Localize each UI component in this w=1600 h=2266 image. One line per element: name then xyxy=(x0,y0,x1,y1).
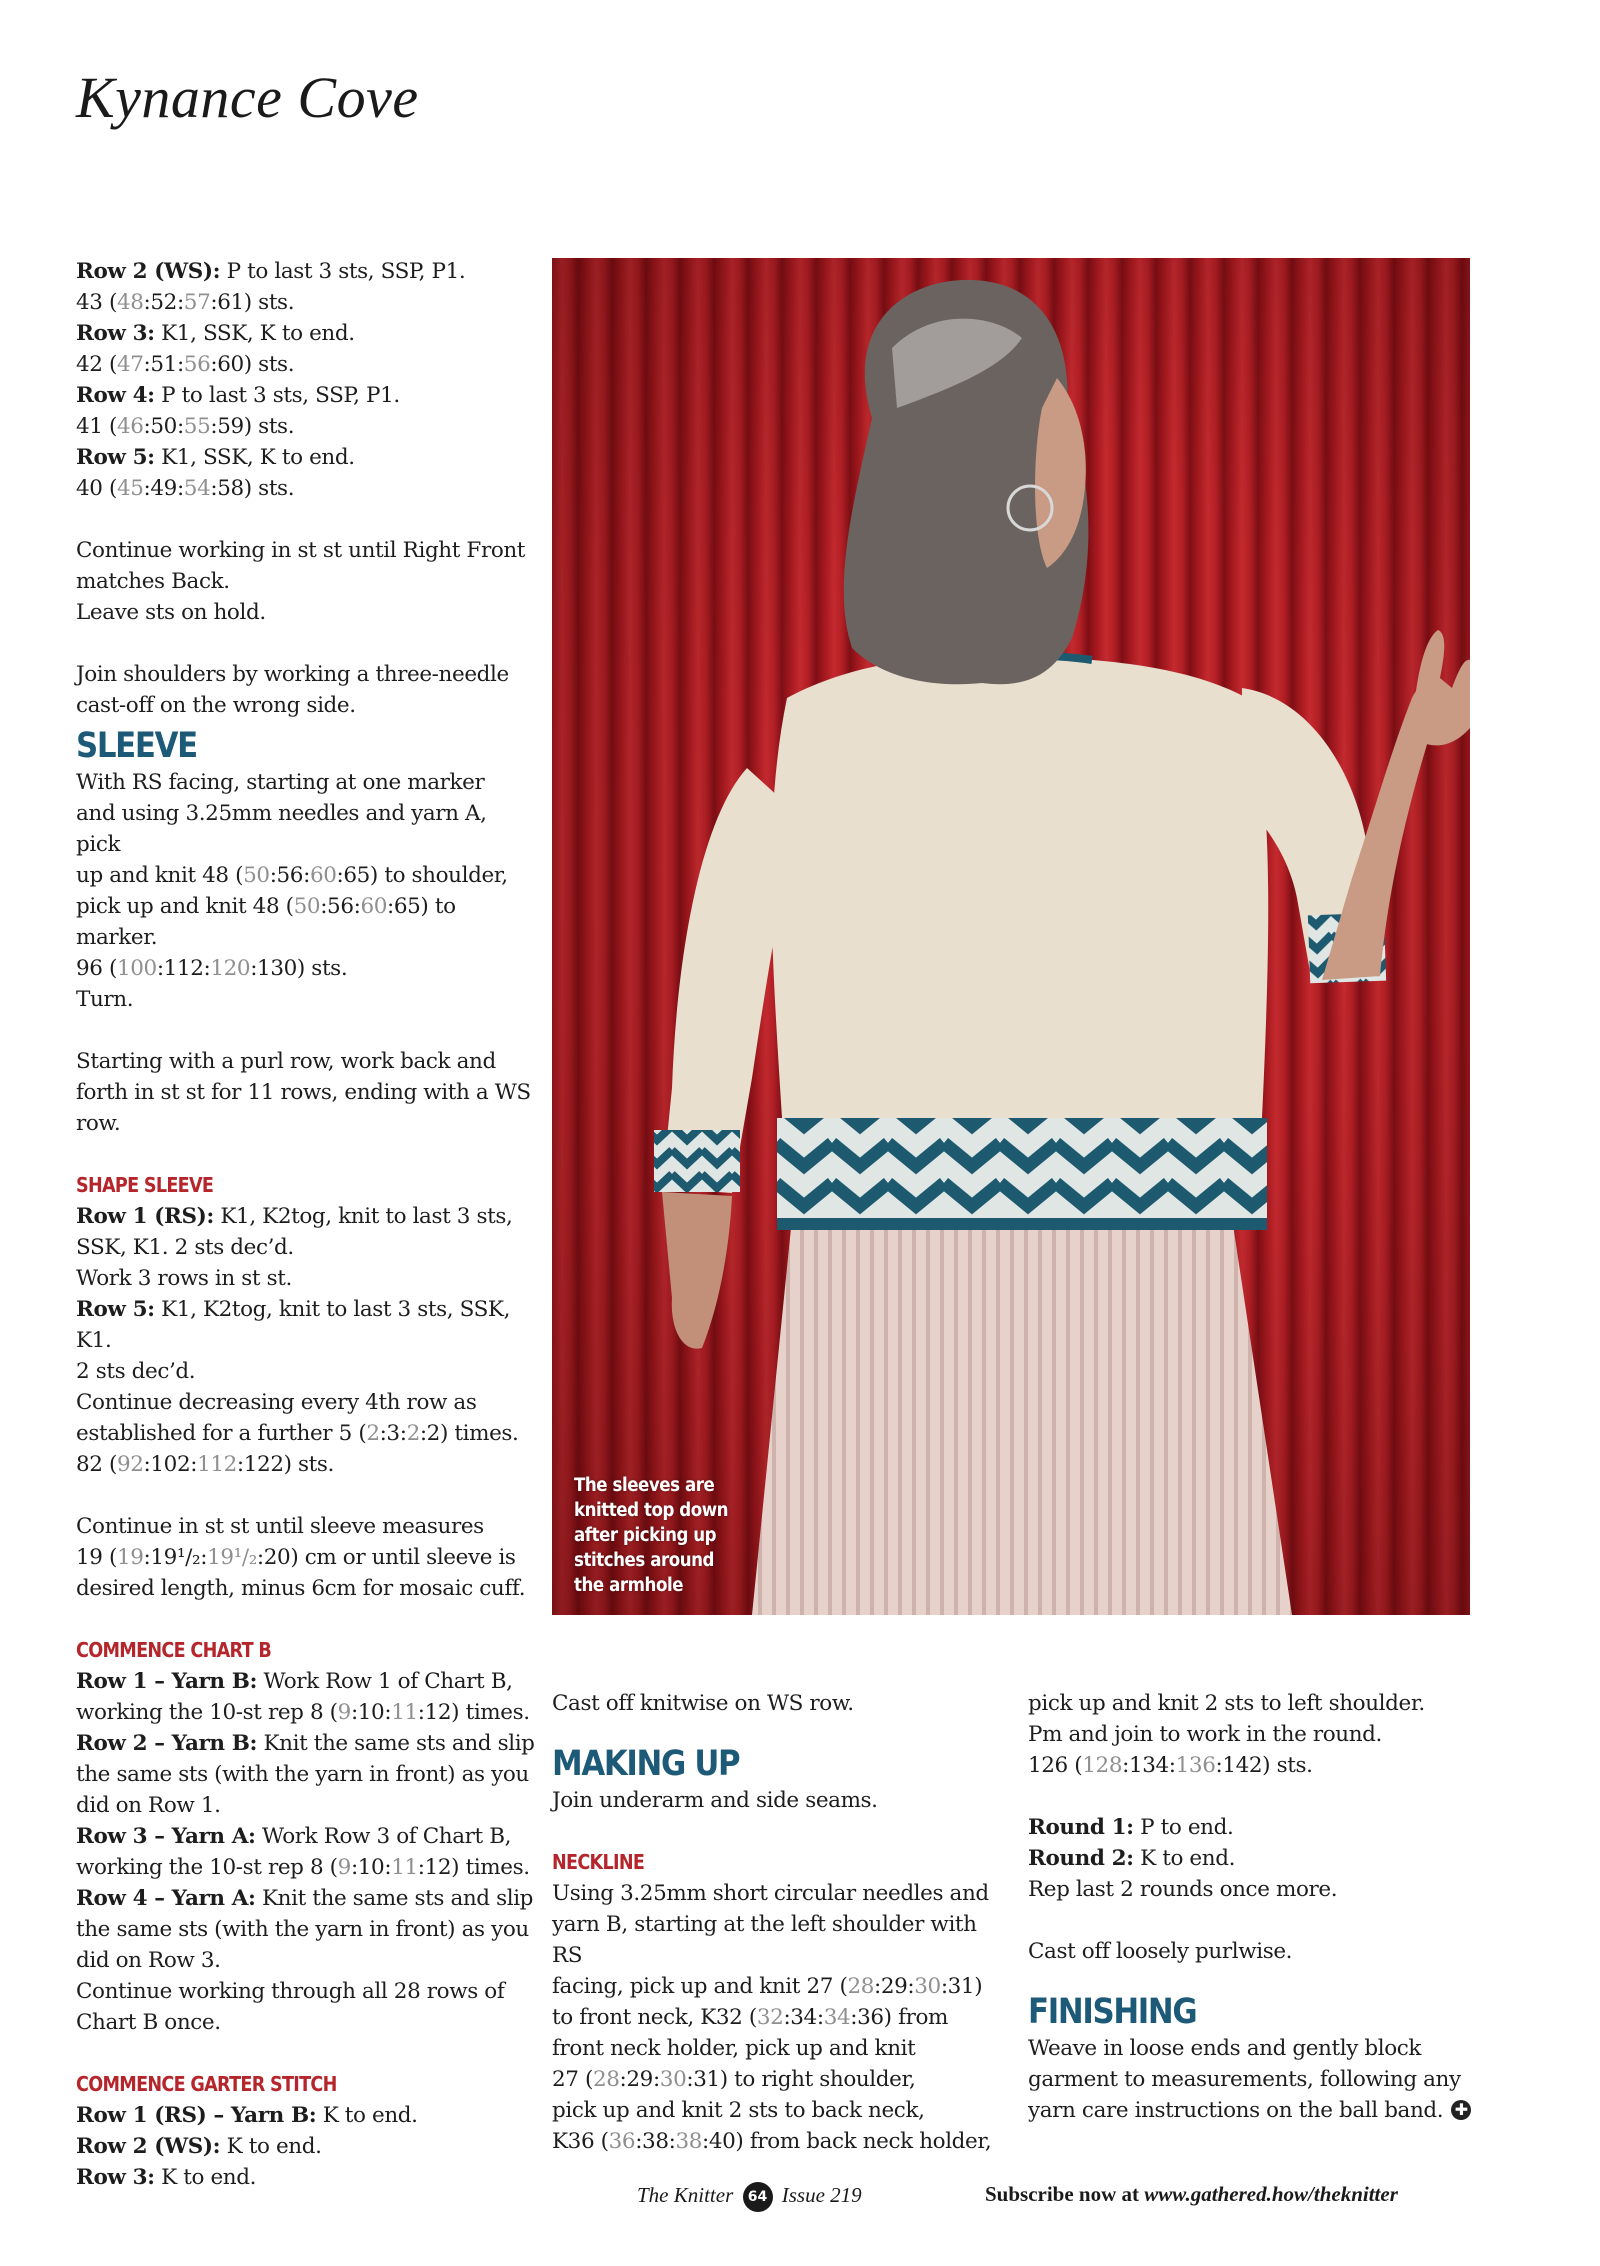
paragraph-line: did on Row 3. xyxy=(76,1948,221,1973)
pattern-column-1 xyxy=(76,256,536,2193)
paragraph-line: cast-off on the wrong side. xyxy=(76,693,356,718)
instruction-line: Row 3: K1, SSK, K to end. xyxy=(76,321,355,346)
paragraph-line: garment to measurements, following any xyxy=(1028,2067,1461,2092)
paragraph-line: the same sts (with the yarn in front) as you xyxy=(76,1917,529,1942)
cardigan-garter-edge xyxy=(777,1218,1267,1230)
magazine-name: The Knitter xyxy=(637,2182,734,2207)
paragraph-line: K36 (36:38:38:40) from back neck holder, xyxy=(552,2129,992,2154)
paragraph-line: Continue working in st st until Right Front xyxy=(76,538,526,563)
instruction-line: Row 3 – Yarn A: Work Row 3 of Chart B, xyxy=(76,1824,512,1849)
paragraph-line: Cast off loosely purlwise. xyxy=(1028,1939,1293,1964)
paragraph-line: did on Row 1. xyxy=(76,1793,221,1818)
paragraph-line: Using 3.25mm short circular needles and xyxy=(552,1881,989,1906)
section-heading-making-up: MAKING UP xyxy=(552,1744,740,1784)
paragraph-line: forth in st st for 11 rows, ending with a WS xyxy=(76,1080,531,1105)
paragraph-line: the same sts (with the yarn in front) as you xyxy=(76,1762,529,1787)
section-heading-sleeve: SLEEVE xyxy=(76,726,197,766)
pattern-column-3 xyxy=(1028,1688,1488,2126)
paragraph-line: 2 sts dec’d. xyxy=(76,1359,196,1384)
stitch-count: 40 (45:49:54:58) sts. xyxy=(76,476,295,501)
section-heading-finishing: FINISHING xyxy=(1028,1992,1197,2032)
subscribe-link[interactable]: www.gathered.how/theknitter xyxy=(1144,2182,1398,2206)
paragraph-line: working the 10-st rep 8 (9:10:11:12) times. xyxy=(76,1700,530,1725)
stitch-count: 42 (47:51:56:60) sts. xyxy=(76,352,295,377)
model-illustration xyxy=(552,258,1470,1615)
instruction-line: Row 2 (WS): P to last 3 sts, SSP, P1. xyxy=(76,259,466,284)
instruction-line: Row 5: K1, SSK, K to end. xyxy=(76,445,355,470)
footer-magazine xyxy=(637,2182,862,2212)
subheading-neckline: NECKLINE xyxy=(552,1850,645,1874)
instruction-line: Row 3: K to end. xyxy=(76,2165,257,2190)
paragraph-line: Pm and join to work in the round. xyxy=(1028,1722,1382,1747)
paragraph-line: working the 10-st rep 8 (9:10:11:12) times. xyxy=(76,1855,530,1880)
left-sleeve-cuff xyxy=(654,1130,740,1192)
paragraph-line: Join shoulders by working a three-needle xyxy=(76,662,509,687)
paragraph-line: facing, pick up and knit 27 (28:29:30:31) xyxy=(552,1974,983,1999)
instruction-line: Row 4: P to last 3 sts, SSP, P1. xyxy=(76,383,400,408)
paragraph-line: desired length, minus 6cm for mosaic cuff. xyxy=(76,1576,526,1601)
paragraph-line: established for a further 5 (2:3:2:2) times. xyxy=(76,1421,519,1446)
subheading-commence-chart-b: COMMENCE CHART B xyxy=(76,1638,272,1662)
page-number: 64 xyxy=(743,2182,773,2212)
instruction-line: Row 4 – Yarn A: Knit the same sts and slip xyxy=(76,1886,534,1911)
paragraph-line: matches Back. xyxy=(76,569,230,594)
stitch-count: 43 (48:52:57:61) sts. xyxy=(76,290,295,315)
paragraph-line: Weave in loose ends and gently block xyxy=(1028,2036,1422,2061)
paragraph-line: row. xyxy=(76,1111,121,1136)
paragraph-line: pick up and knit 2 sts to left shoulder. xyxy=(1028,1691,1425,1716)
stitch-count: 41 (46:50:55:59) sts. xyxy=(76,414,295,439)
hand xyxy=(1414,630,1470,745)
paragraph-line: Join underarm and side seams. xyxy=(552,1788,878,1813)
issue-number: Issue 219 xyxy=(781,2182,862,2207)
instruction-line: Row 1 (RS): K1, K2tog, knit to last 3 sts, xyxy=(76,1204,513,1229)
paragraph-line: Cast off knitwise on WS row. xyxy=(552,1691,854,1716)
paragraph-line: pick up and knit 2 sts to back neck, xyxy=(552,2098,925,2123)
left-arm xyxy=(662,1192,732,1349)
paragraph-line: Work 3 rows in st st. xyxy=(76,1266,292,1291)
stitch-count: 82 (92:102:112:122) sts. xyxy=(76,1452,334,1477)
photo-caption: The sleeves are knitted top down after picking up stitches around the armhole xyxy=(574,1475,729,1596)
stitch-count: 126 (128:134:136:142) sts. xyxy=(1028,1753,1313,1778)
paragraph-line: yarn care instructions on the ball band. ✚ xyxy=(1028,2095,1488,2126)
instruction-line: Row 2 – Yarn B: Knit the same sts and slip xyxy=(76,1731,535,1756)
paragraph-line: yarn B, starting at the left shoulder with RS xyxy=(552,1912,977,1968)
page-title: Kynance Cove xyxy=(76,65,419,130)
instruction-line: Row 5: K1, K2tog, knit to last 3 sts, SSK, K1. xyxy=(76,1297,511,1353)
cardigan-mosaic-hem xyxy=(777,1118,1267,1228)
instruction-line: Round 1: P to end. xyxy=(1028,1815,1234,1840)
instruction-line: Row 1 (RS) – Yarn B: K to end. xyxy=(76,2103,418,2128)
footer-subscribe xyxy=(985,2182,1398,2207)
paragraph-line: up and knit 48 (50:56:60:65) to shoulder, xyxy=(76,863,508,888)
subscribe-text: Subscribe now at xyxy=(985,2182,1145,2206)
paragraph-line: to front neck, K32 (32:34:34:36) from xyxy=(552,2005,949,2030)
subheading-shape-sleeve: SHAPE SLEEVE xyxy=(76,1173,214,1197)
paragraph-line: Leave sts on hold. xyxy=(76,600,266,625)
paragraph-line: Turn. xyxy=(76,987,134,1012)
paragraph-line: Chart B once. xyxy=(76,2010,221,2035)
paragraph-line: front neck holder, pick up and knit xyxy=(552,2036,916,2061)
paragraph-line: SSK, K1. 2 sts dec’d. xyxy=(76,1235,294,1260)
instruction-line: Round 2: K to end. xyxy=(1028,1846,1236,1871)
pattern-column-2 xyxy=(552,1688,1007,2157)
paragraph-line: 27 (28:29:30:31) to right shoulder, xyxy=(552,2067,916,2092)
paragraph-line: pick up and knit 48 (50:56:60:65) to marker. xyxy=(76,894,456,950)
paragraph-line: Rep last 2 rounds once more. xyxy=(1028,1877,1338,1902)
stitch-count: 96 (100:112:120:130) sts. xyxy=(76,956,348,981)
paragraph-line: Continue in st st until sleeve measures xyxy=(76,1514,484,1539)
subheading-commence-garter-stitch: COMMENCE GARTER STITCH xyxy=(76,2072,337,2096)
skirt xyxy=(752,1218,1292,1615)
paragraph-line: Continue decreasing every 4th row as xyxy=(76,1390,477,1415)
instruction-line: Row 1 – Yarn B: Work Row 1 of Chart B, xyxy=(76,1669,513,1694)
paragraph-line: and using 3.25mm needles and yarn A, pick xyxy=(76,801,487,857)
end-mark-icon: ✚ xyxy=(1451,2100,1471,2120)
paragraph-line: With RS facing, starting at one marker xyxy=(76,770,485,795)
paragraph-line: 19 (19:19¹/₂:19¹/₂:20) cm or until sleeve is xyxy=(76,1545,516,1570)
instruction-line: Row 2 (WS): K to end. xyxy=(76,2134,322,2159)
model-photo xyxy=(552,258,1470,1615)
paragraph-line: Starting with a purl row, work back and xyxy=(76,1049,496,1074)
paragraph-line: Continue working through all 28 rows of xyxy=(76,1979,505,2004)
